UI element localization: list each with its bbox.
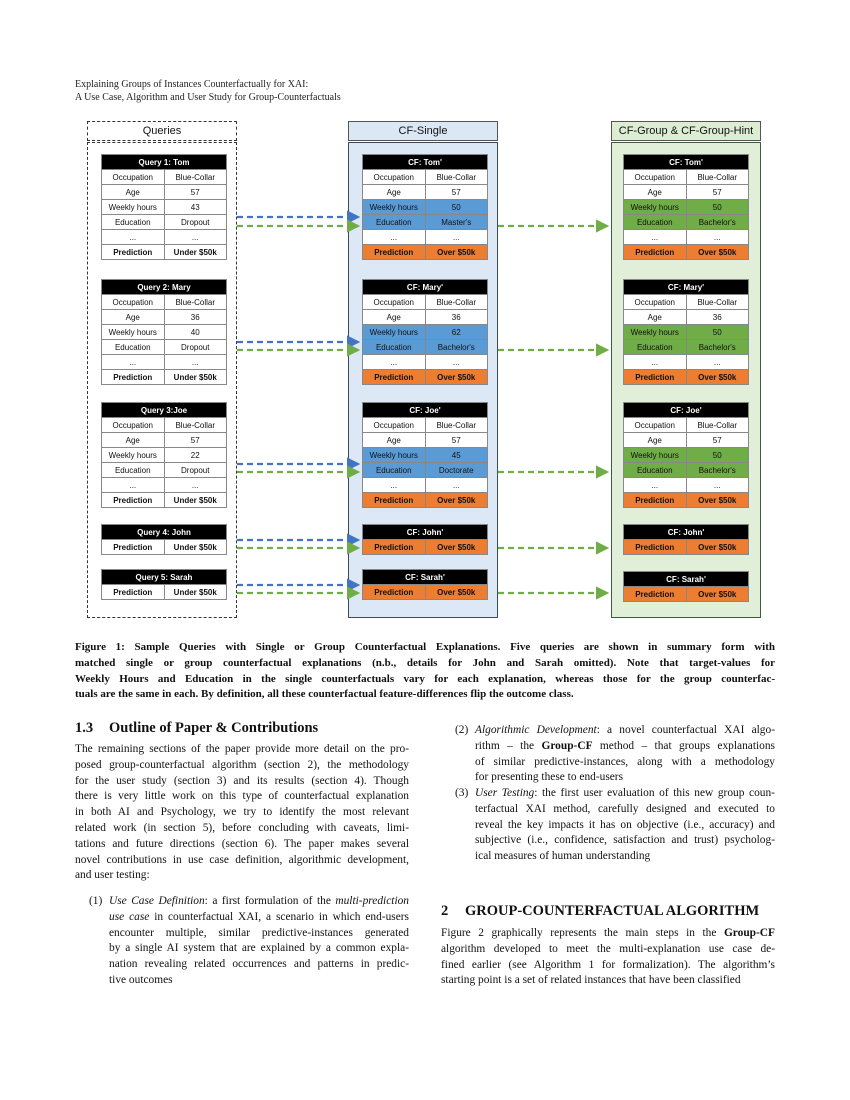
single-table <box>362 402 488 508</box>
prediction-cell: Over $50k <box>686 245 749 260</box>
prediction-row <box>363 370 488 385</box>
paragraph-line: related work (in section 5), before concluding with caveats, limi- <box>75 821 409 834</box>
table-cell: ... <box>624 478 687 493</box>
right-paragraph <box>441 926 775 989</box>
table-cell: 57 <box>686 185 749 200</box>
table-cell: Doctorate <box>425 463 488 478</box>
table-cell: 57 <box>164 433 227 448</box>
prediction-row <box>363 540 488 555</box>
prediction-cell: Over $50k <box>686 540 749 555</box>
left-paragraph <box>75 742 409 884</box>
table-cell: Education <box>363 215 426 230</box>
prediction-row <box>363 245 488 260</box>
prediction-cell: Under $50k <box>164 370 227 385</box>
table-cell: ... <box>425 355 488 370</box>
prediction-cell: Over $50k <box>425 540 488 555</box>
table-row <box>363 325 488 340</box>
table-cell: Dropout <box>164 215 227 230</box>
table-cell: ... <box>686 230 749 245</box>
table-cell: 36 <box>164 310 227 325</box>
table-cell: ... <box>363 478 426 493</box>
table-cell: Age <box>624 433 687 448</box>
table-cell: ... <box>164 355 227 370</box>
single-table <box>362 569 488 600</box>
prediction-cell: Over $50k <box>425 493 488 508</box>
table-row <box>102 325 227 340</box>
list-line: tive outcomes <box>109 973 173 986</box>
table-cell: Blue-Collar <box>425 418 488 433</box>
running-head-line-2: A Use Case, Algorithm and User Study for Group-Counterfactuals <box>75 92 341 103</box>
table-cell: 50 <box>686 325 749 340</box>
table-cell: ... <box>363 355 426 370</box>
caption-line: Weekly Hours and Education in the single counterfactuals vary for each explanation, whereas those for the group counterfac- <box>75 672 775 685</box>
table-title: CF: Mary' <box>363 280 488 295</box>
group-table <box>623 154 749 260</box>
table-cell: Weekly hours <box>624 448 687 463</box>
table-title: CF: Sarah' <box>624 572 749 587</box>
table-cell: Weekly hours <box>102 200 165 215</box>
table-cell: Occupation <box>624 295 687 310</box>
paragraph-line: algorithm developed to meet the multi-explanation use case de- <box>441 942 775 955</box>
paragraph-line: fined earlier (see Algorithm 1 for formalization). The algorithm’s <box>441 958 775 971</box>
table-cell: ... <box>686 355 749 370</box>
queries-table <box>101 402 227 508</box>
table-cell: Bachelor's <box>686 340 749 355</box>
table-title: CF: Sarah' <box>363 570 488 585</box>
table-cell: Bachelor's <box>425 340 488 355</box>
table-cell: Education <box>624 215 687 230</box>
prediction-cell: Under $50k <box>164 245 227 260</box>
table-row <box>102 340 227 355</box>
list-text: rithm – the <box>475 739 542 752</box>
table-row <box>363 340 488 355</box>
paragraph-line: there is very little work on this type of counterfactual explanation <box>75 790 409 803</box>
table-row <box>102 433 227 448</box>
table-row <box>363 170 488 185</box>
prediction-cell: Over $50k <box>686 587 749 602</box>
table-cell: Blue-Collar <box>686 170 749 185</box>
paragraph-line: posed group-counterfactual algorithm (section 2), the methodology <box>75 758 409 771</box>
table-cell: 50 <box>425 200 488 215</box>
table-row <box>102 170 227 185</box>
table-title: CF: John' <box>624 525 749 540</box>
table-row <box>624 170 749 185</box>
single-table <box>362 524 488 555</box>
paragraph-line: for the user study (section 3) and its results (section 4). Though <box>75 774 409 787</box>
table-cell: 45 <box>425 448 488 463</box>
paragraph-line: novel contributions in use case definition, algorithmic development, <box>75 853 409 866</box>
prediction-cell: Over $50k <box>686 493 749 508</box>
table-cell: Education <box>102 215 165 230</box>
table-cell: Bachelor's <box>686 215 749 230</box>
paragraph-line <box>441 926 775 942</box>
table-title: CF: Tom' <box>624 155 749 170</box>
list-line: encounter multiple, similar predictive-instances generated <box>109 926 409 939</box>
table-cell: Weekly hours <box>102 325 165 340</box>
table-cell: ... <box>686 478 749 493</box>
paragraph-line: starting point is a set of related instances that have been classified <box>441 974 741 987</box>
table-title: CF: John' <box>363 525 488 540</box>
table-cell: Occupation <box>363 418 426 433</box>
prediction-cell: Prediction <box>363 540 426 555</box>
prediction-cell: Prediction <box>624 540 687 555</box>
table-row <box>102 215 227 230</box>
list-item-1 <box>89 894 409 989</box>
table-row <box>624 433 749 448</box>
table-cell: Weekly hours <box>363 448 426 463</box>
table-cell: 40 <box>164 325 227 340</box>
caption-line: matched single or group counterfactual explanations (n.b., details for John and Sarah omitted). Note that target-values for <box>75 656 775 669</box>
list-item-3 <box>455 786 775 865</box>
prediction-cell: Prediction <box>624 493 687 508</box>
list-label: (1) <box>89 895 103 907</box>
list-term: User Testing <box>475 787 535 799</box>
list-bold: Group-CF <box>541 739 593 752</box>
queries-table <box>101 569 227 600</box>
table-row <box>624 463 749 478</box>
table-row <box>363 433 488 448</box>
section-number: 1.3 <box>75 720 94 736</box>
table-cell: Bachelor's <box>686 463 749 478</box>
table-title: CF: Joe' <box>624 403 749 418</box>
table-cell: ... <box>102 478 165 493</box>
list-line: subjective (i.e., confidence, satisfaction and trust) psycholog- <box>475 834 775 847</box>
list-line: nation revealing related occurrences and patterns in predic- <box>109 958 409 971</box>
table-cell: ... <box>425 478 488 493</box>
table-cell: Master's <box>425 215 488 230</box>
figure-caption <box>75 640 775 703</box>
prediction-cell: Prediction <box>102 245 165 260</box>
table-cell: ... <box>363 230 426 245</box>
list-text: : a novel counterfactual XAI algo- <box>596 724 775 736</box>
table-title: CF: Mary' <box>624 280 749 295</box>
table-cell: Dropout <box>164 340 227 355</box>
table-cell: Blue-Collar <box>425 170 488 185</box>
table-row <box>102 448 227 463</box>
table-row <box>624 448 749 463</box>
prediction-cell: Prediction <box>624 587 687 602</box>
prediction-cell: Prediction <box>102 540 165 555</box>
table-cell: Age <box>102 433 165 448</box>
table-cell: 43 <box>164 200 227 215</box>
prediction-row <box>102 540 227 555</box>
table-cell: Occupation <box>624 170 687 185</box>
table-row <box>102 463 227 478</box>
group-table <box>623 402 749 508</box>
table-row <box>102 295 227 310</box>
prediction-row <box>102 493 227 508</box>
table-cell: Education <box>624 340 687 355</box>
table-row <box>624 418 749 433</box>
table-cell: Weekly hours <box>624 325 687 340</box>
table-cell: ... <box>624 355 687 370</box>
table-cell: Weekly hours <box>363 200 426 215</box>
prediction-row <box>624 587 749 602</box>
table-cell: Age <box>624 185 687 200</box>
prediction-cell: Over $50k <box>425 245 488 260</box>
table-cell: ... <box>102 355 165 370</box>
paragraph-line: tations and future directions (section 6). The paper makes several <box>75 837 409 850</box>
table-row <box>624 215 749 230</box>
prediction-row <box>102 370 227 385</box>
table-cell: Blue-Collar <box>425 295 488 310</box>
list-emphasis: use case <box>109 910 150 923</box>
table-cell: Dropout <box>164 463 227 478</box>
table-cell: Weekly hours <box>624 200 687 215</box>
table-cell: Education <box>363 340 426 355</box>
table-row <box>624 355 749 370</box>
prediction-row <box>624 493 749 508</box>
section-2-heading <box>441 903 759 920</box>
paragraph-line: in both AI and Psychology, we try to identify the most relevant <box>75 806 409 819</box>
table-row <box>363 448 488 463</box>
prediction-cell: Under $50k <box>164 493 227 508</box>
table-cell: ... <box>425 230 488 245</box>
queries-table <box>101 279 227 385</box>
table-row <box>102 200 227 215</box>
list-line <box>475 739 775 755</box>
table-cell: ... <box>164 478 227 493</box>
list-text: : a first formulation of the <box>204 895 336 907</box>
prediction-row <box>624 540 749 555</box>
table-row <box>102 418 227 433</box>
list-term: Use Case Definition <box>109 895 205 907</box>
list-text: in counterfactual XAI, a scenario in which end-users <box>149 910 409 923</box>
prediction-row <box>624 370 749 385</box>
table-row <box>363 310 488 325</box>
prediction-cell: Prediction <box>102 585 165 600</box>
prediction-cell: Prediction <box>624 245 687 260</box>
table-row <box>363 463 488 478</box>
table-cell: Age <box>102 185 165 200</box>
list-line: ical measures of human understanding <box>475 850 651 863</box>
table-cell: Age <box>363 433 426 448</box>
prediction-cell: Prediction <box>363 245 426 260</box>
table-cell: Blue-Collar <box>164 170 227 185</box>
caption-line: Figure 1: Sample Queries with Single or Group Counterfactual Explanations. Five queries are shown in summary form with <box>75 641 775 653</box>
table-cell: Occupation <box>363 170 426 185</box>
table-cell: Blue-Collar <box>164 295 227 310</box>
single-table <box>362 279 488 385</box>
table-row <box>102 230 227 245</box>
table-row <box>363 215 488 230</box>
queries-table <box>101 524 227 555</box>
queries-table <box>101 154 227 260</box>
list-term: Algorithmic Development <box>475 724 597 736</box>
paragraph-bold: Group-CF <box>723 927 775 939</box>
table-row <box>624 185 749 200</box>
list-line <box>475 786 775 802</box>
prediction-cell: Prediction <box>363 585 426 600</box>
paragraph-text: Figure 2 graphically represents the main steps in the <box>441 927 724 939</box>
section-1-3-heading <box>75 720 318 737</box>
prediction-cell: Prediction <box>363 493 426 508</box>
table-cell: Education <box>102 340 165 355</box>
prediction-row <box>363 493 488 508</box>
list-line: by a single AI system that are explained by a common expla- <box>109 942 409 955</box>
table-cell: Education <box>363 463 426 478</box>
table-cell: Occupation <box>624 418 687 433</box>
single-table <box>362 154 488 260</box>
table-title: Query 1: Tom <box>102 155 227 170</box>
table-title: Query 5: Sarah <box>102 570 227 585</box>
table-row <box>624 295 749 310</box>
prediction-cell: Over $50k <box>425 370 488 385</box>
table-row <box>363 418 488 433</box>
list-item-2 <box>455 723 775 786</box>
table-cell: Blue-Collar <box>164 418 227 433</box>
table-cell: Blue-Collar <box>686 295 749 310</box>
list-line: of similar predictive-instances, along with a methodology <box>475 755 775 768</box>
list-line: for presenting these to end-users <box>475 771 624 784</box>
prediction-cell: Prediction <box>624 370 687 385</box>
table-cell: ... <box>102 230 165 245</box>
prediction-cell: Prediction <box>363 370 426 385</box>
section-title: GROUP-COUNTERFACTUAL ALGORITHM <box>465 903 760 919</box>
prediction-row <box>363 585 488 600</box>
table-row <box>363 355 488 370</box>
table-row <box>624 340 749 355</box>
table-title: CF: Joe' <box>363 403 488 418</box>
prediction-row <box>624 245 749 260</box>
table-row <box>363 478 488 493</box>
table-cell: Weekly hours <box>363 325 426 340</box>
table-cell: Weekly hours <box>102 448 165 463</box>
table-cell: 62 <box>425 325 488 340</box>
table-cell: Age <box>102 310 165 325</box>
table-cell: 50 <box>686 448 749 463</box>
caption-line: tuals are the same in each. By definition, all these counterfactual feature-differences flip the outcome class. <box>75 688 574 701</box>
list-line <box>109 894 409 910</box>
table-row <box>363 185 488 200</box>
table-cell: 57 <box>686 433 749 448</box>
prediction-cell: Under $50k <box>164 585 227 600</box>
list-text: : the first user evaluation of this new group coun- <box>534 787 775 799</box>
table-cell: 57 <box>425 185 488 200</box>
running-head-line-1: Explaining Groups of Instances Counterfactually for XAI: <box>75 79 309 90</box>
table-cell: Age <box>624 310 687 325</box>
table-title: Query 3:Joe <box>102 403 227 418</box>
group-table <box>623 524 749 555</box>
table-row <box>624 478 749 493</box>
list-emphasis: multi-prediction <box>335 895 409 907</box>
table-cell: Occupation <box>102 170 165 185</box>
prediction-cell: Prediction <box>102 493 165 508</box>
table-cell: Occupation <box>102 295 165 310</box>
table-row <box>624 230 749 245</box>
table-row <box>624 325 749 340</box>
table-row <box>102 185 227 200</box>
list-line: reveal the key impacts it has on objective (i.e., accuracy) and <box>475 818 775 831</box>
table-cell: Education <box>624 463 687 478</box>
prediction-row <box>102 245 227 260</box>
table-cell: Occupation <box>102 418 165 433</box>
section-title: Outline of Paper & Contributions <box>109 720 319 736</box>
group-table <box>623 571 749 602</box>
table-cell: 57 <box>164 185 227 200</box>
prediction-cell: Over $50k <box>686 370 749 385</box>
table-cell: 36 <box>686 310 749 325</box>
table-title: CF: Tom' <box>363 155 488 170</box>
table-title: Query 2: Mary <box>102 280 227 295</box>
table-cell: Age <box>363 310 426 325</box>
table-cell: Age <box>363 185 426 200</box>
list-label: (3) <box>455 787 469 799</box>
cf-group-column-title: CF-Group & CF-Group-Hint <box>611 121 761 141</box>
queries-column-title: Queries <box>87 121 237 141</box>
table-cell: Occupation <box>363 295 426 310</box>
table-row <box>624 200 749 215</box>
table-cell: Education <box>102 463 165 478</box>
group-table <box>623 279 749 385</box>
table-row <box>102 355 227 370</box>
list-line <box>475 723 775 739</box>
list-label: (2) <box>455 724 469 736</box>
prediction-row <box>102 585 227 600</box>
table-cell: ... <box>164 230 227 245</box>
table-cell: 57 <box>425 433 488 448</box>
cf-single-column-title: CF-Single <box>348 121 498 141</box>
table-row <box>363 295 488 310</box>
table-cell: Blue-Collar <box>686 418 749 433</box>
prediction-cell: Over $50k <box>425 585 488 600</box>
paragraph-line: and user testing: <box>75 869 150 882</box>
list-text: method – that groups explanations <box>592 739 775 752</box>
table-title: Query 4: John <box>102 525 227 540</box>
table-row <box>102 478 227 493</box>
section-number: 2 <box>441 903 449 919</box>
list-line <box>109 910 409 926</box>
table-row <box>363 200 488 215</box>
table-row <box>102 310 227 325</box>
table-cell: ... <box>624 230 687 245</box>
prediction-cell: Under $50k <box>164 540 227 555</box>
table-cell: 22 <box>164 448 227 463</box>
table-row <box>363 230 488 245</box>
prediction-cell: Prediction <box>102 370 165 385</box>
paragraph-line: The remaining sections of the paper provide more detail on the pro- <box>75 743 409 755</box>
table-cell: 50 <box>686 200 749 215</box>
list-line: terfactual XAI method, carefully designed and executed to <box>475 802 775 815</box>
table-row <box>624 310 749 325</box>
table-cell: 36 <box>425 310 488 325</box>
